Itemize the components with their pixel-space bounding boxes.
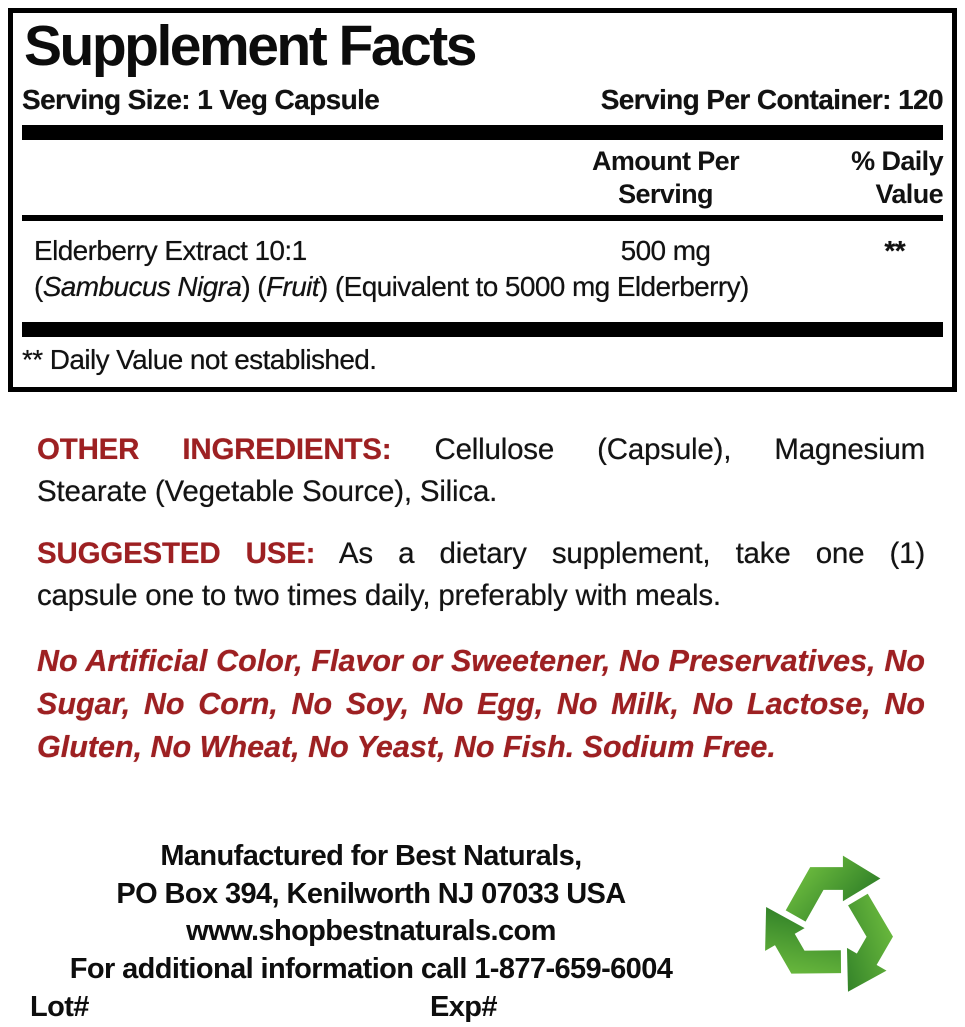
manufacturer-line: Manufactured for Best Naturals, <box>160 840 582 872</box>
botanical-name: Sambucus Nigra <box>42 271 242 303</box>
amount-per-serving-header <box>553 145 778 211</box>
suggested-use-line2: capsule one to two times daily, preferably with meals. <box>37 579 721 612</box>
serving-info-row <box>22 84 943 116</box>
claims-line2: Sugar, No Corn, No Soy, No Egg, No Milk, No Lactose, No <box>37 687 925 721</box>
free-of-claims <box>37 640 925 769</box>
ingredient-detail <box>22 271 943 303</box>
ingredient-daily-value: ** <box>884 235 905 267</box>
exp-date-label: Exp# <box>430 991 497 1023</box>
suggested-use-text1: As a dietary supplement, take one (1) <box>338 537 925 570</box>
suggested-use-label: SUGGESTED USE: <box>37 537 316 570</box>
lot-number-label: Lot# <box>30 991 89 1023</box>
other-ingredients-line1 <box>37 429 925 471</box>
plant-part: Fruit <box>265 271 319 303</box>
recycle-icon <box>744 841 919 1004</box>
label-body <box>37 429 925 769</box>
claims-line3: Gluten, No Wheat, No Yeast, No Fish. Sodium Free. <box>37 730 776 764</box>
other-ingredients-text1: Cellulose (Capsule), Magnesium <box>434 433 926 466</box>
ingredient-amount: 500 mg <box>620 235 711 267</box>
daily-value-footnote: ** Daily Value not established. <box>22 344 377 376</box>
column-header-spacer <box>22 145 553 211</box>
supplement-facts-panel <box>8 8 957 392</box>
other-ingredients-label: OTHER INGREDIENTS: <box>37 433 392 466</box>
amount-header-line2: Serving <box>618 179 713 210</box>
daily-value-header <box>778 145 943 211</box>
dv-header-line1: % Daily <box>851 146 943 177</box>
other-ingredients-paragraph <box>37 429 925 513</box>
claims-line1: No Artificial Color, Flavor or Sweetener, No Preservatives, No <box>37 644 925 678</box>
amount-header-line1: Amount Per <box>591 146 739 177</box>
thick-divider-top <box>22 125 943 140</box>
ingredient-name: Elderberry Extract 10:1 <box>34 235 307 267</box>
servings-per-container: Serving Per Container: 120 <box>600 84 943 116</box>
phone-line: For additional information call 1-877-659-6004 <box>69 952 673 985</box>
detail-paren3: ) <box>318 271 335 303</box>
address-line: PO Box 394, Kenilworth NJ 07033 USA <box>116 877 626 910</box>
suggested-use-line1 <box>37 533 925 575</box>
website-line: www.shopbestnaturals.com <box>186 915 556 947</box>
ingredient-row <box>22 235 943 267</box>
lot-exp-row <box>15 989 727 1025</box>
other-ingredients-line2: Stearate (Vegetable Source), Silica. <box>37 475 498 508</box>
detail-paren2: ) ( <box>241 271 266 303</box>
panel-title: Supplement Facts <box>24 14 475 78</box>
detail-paren1: ( <box>34 271 43 303</box>
thick-divider-bottom <box>22 322 943 337</box>
serving-size: Serving Size: 1 Veg Capsule <box>22 84 380 116</box>
suggested-use-paragraph <box>37 533 925 617</box>
header-divider <box>22 215 943 221</box>
dv-header-line2: Value <box>875 179 943 210</box>
manufacturer-block <box>15 838 727 1025</box>
column-headers <box>22 145 943 211</box>
equivalency-note: (Equivalent to 5000 mg Elderberry) <box>334 271 749 303</box>
